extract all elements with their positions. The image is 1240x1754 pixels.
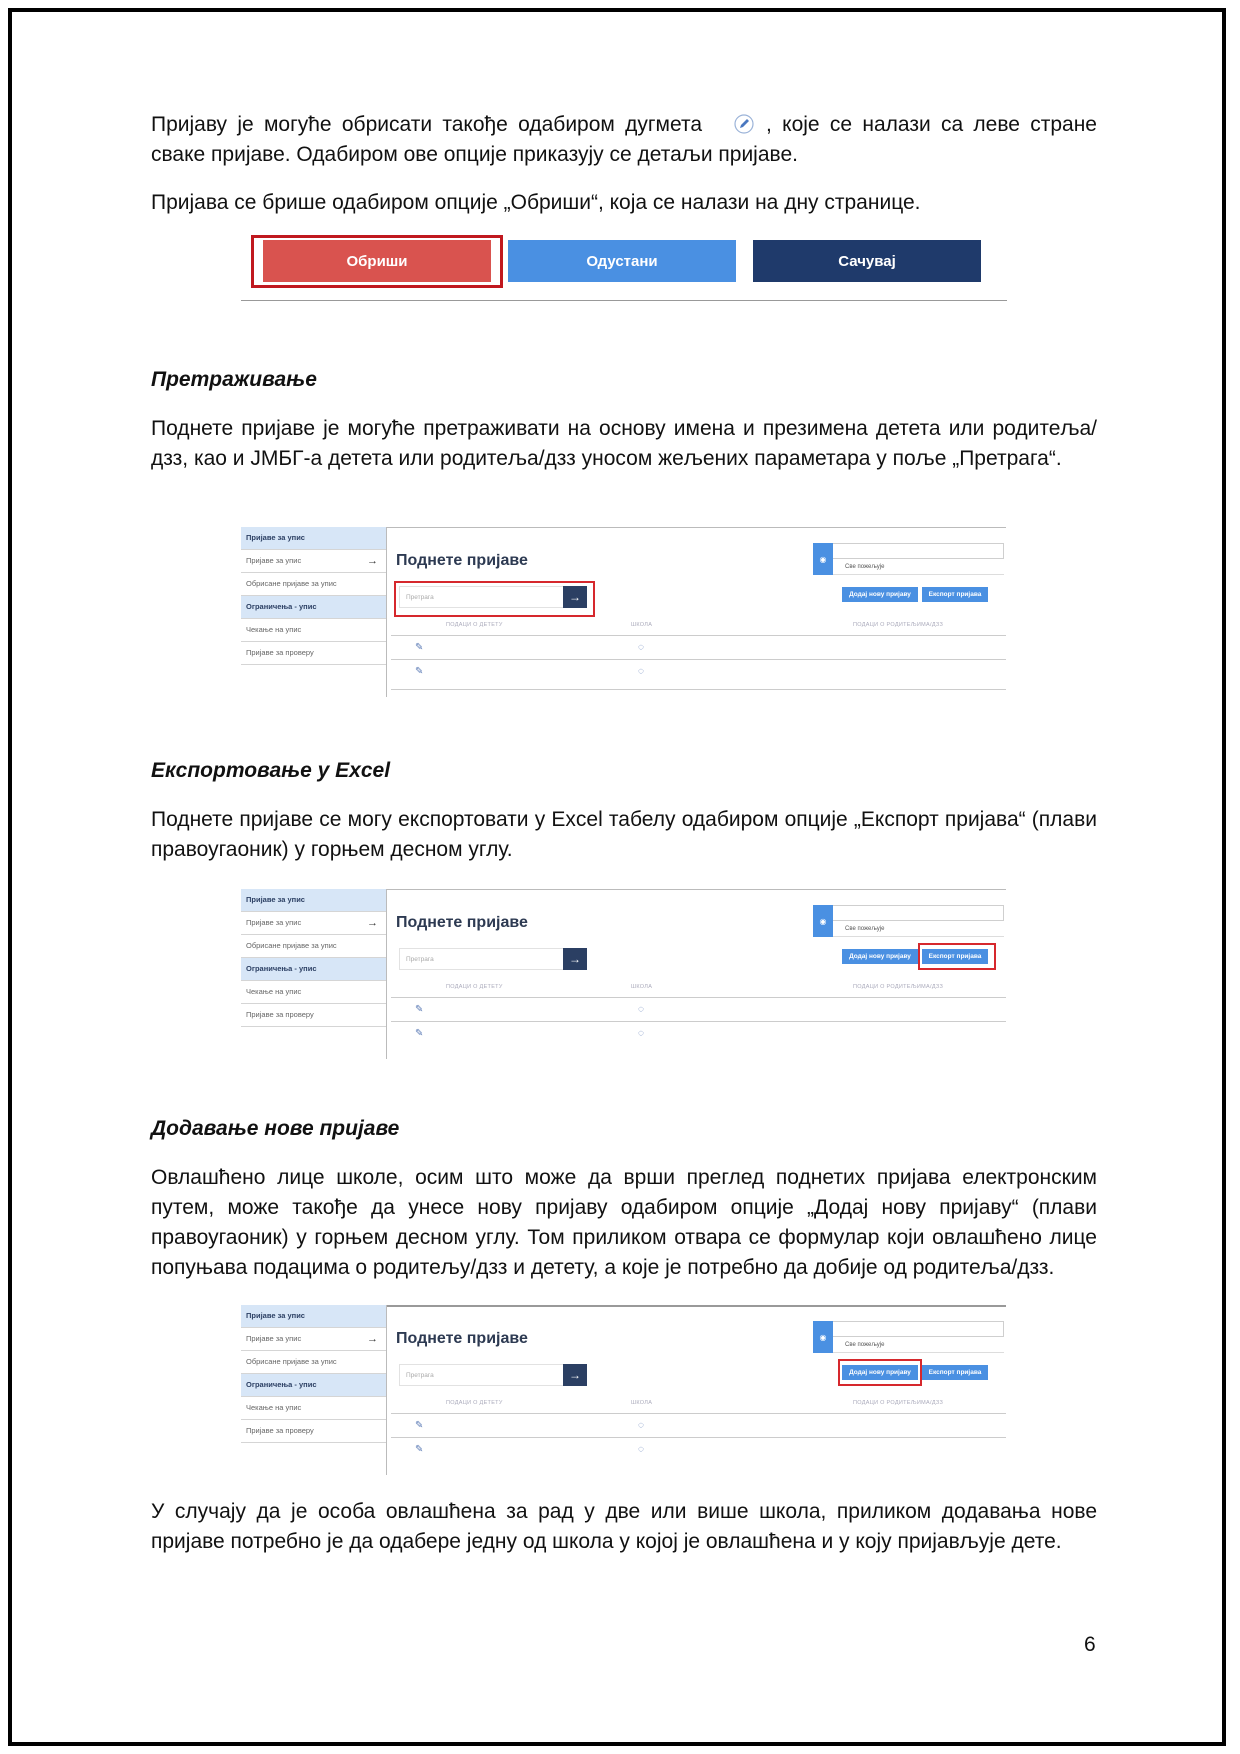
delete-button[interactable]: Обриши: [263, 240, 491, 282]
column-header: ПОДАЦИ О РОДИТЕЉИМА/ДЗЗ: [853, 984, 944, 990]
sidebar-item[interactable]: Чекање на упис: [241, 1397, 386, 1420]
filter-select[interactable]: Све пожељује: [833, 921, 1004, 937]
page-title: Поднете пријаве: [396, 552, 528, 569]
sidebar-item[interactable]: Пријаве за упис →: [241, 1328, 386, 1351]
sidebar-item[interactable]: Пријаве за проверу: [241, 1420, 386, 1443]
page-number: 6: [1084, 1633, 1096, 1656]
intro-text-after: , које се налази са леве стране сваке пријаве. Одабиром ове опције приказују се детаљи пријаве.: [151, 113, 1097, 166]
sidebar: [241, 1305, 387, 1475]
delete-note: Пријава се брише одабиром опције „Обриши“, која се налази на дну странице.: [151, 191, 921, 214]
filter-icon[interactable]: ◉: [813, 543, 833, 575]
arrow-right-icon: →: [569, 1368, 581, 1382]
sidebar-item[interactable]: Чекање на упис: [241, 619, 386, 642]
column-header: ШКОЛА: [631, 984, 653, 990]
add-screenshot: [241, 1305, 1006, 1475]
add-application-button[interactable]: Додај нову пријаву: [842, 949, 918, 964]
sidebar: [241, 889, 387, 1059]
filter-select[interactable]: Све пожељује: [833, 559, 1004, 575]
add-application-button[interactable]: Додај нову пријаву: [842, 1365, 918, 1380]
sidebar-item[interactable]: Пријаве за проверу: [241, 1004, 386, 1027]
search-input[interactable]: Претрага: [399, 586, 569, 608]
add-heading: Додавање нове пријаве: [151, 1117, 400, 1140]
column-header: ПОДАЦИ О РОДИТЕЉИМА/ДЗЗ: [853, 622, 944, 628]
export-screenshot: [241, 889, 1006, 1059]
column-header: ШКОЛА: [631, 1400, 653, 1406]
intro-text-before: Пријаву је могуће обрисати такође одабиром дугмета: [151, 113, 703, 136]
sidebar-item[interactable]: Пријаве за упис: [241, 1305, 386, 1328]
edit-pencil-icon[interactable]: ✎: [415, 1004, 424, 1015]
filter-icon[interactable]: ◉: [813, 1321, 833, 1353]
cancel-button[interactable]: Одустани: [508, 240, 736, 282]
export-highlight: [918, 943, 996, 970]
sidebar-item[interactable]: Пријаве за проверу: [241, 642, 386, 665]
arrow-right-icon: →: [569, 590, 581, 604]
sidebar-item[interactable]: Ограничења - упис: [241, 958, 386, 981]
location-icon: ◌: [638, 1028, 644, 1039]
arrow-right-icon: →: [367, 917, 378, 929]
search-input[interactable]: Претрага: [399, 1364, 569, 1386]
page-title: Поднете пријаве: [396, 1330, 528, 1347]
divider: [241, 300, 1007, 301]
sidebar-item[interactable]: Пријаве за упис →: [241, 550, 386, 573]
add-application-button[interactable]: Додај нову пријаву: [842, 587, 918, 602]
column-header: ПОДАЦИ О ДЕТЕТУ: [446, 1400, 503, 1406]
column-header: ПОДАЦИ О ДЕТЕТУ: [446, 622, 503, 628]
location-icon: ◌: [638, 1420, 644, 1431]
action-buttons-screenshot: [241, 234, 1007, 302]
search-input[interactable]: Претрага: [399, 948, 569, 970]
search-highlight: [394, 581, 595, 617]
sidebar: [241, 527, 387, 697]
column-header: ПОДАЦИ О ДЕТЕТУ: [446, 984, 503, 990]
delete-highlight: [251, 235, 503, 288]
sidebar-item[interactable]: Обрисане пријаве за упис: [241, 1351, 386, 1374]
filter-select[interactable]: Све пожељује: [833, 1337, 1004, 1353]
edit-pencil-icon: [732, 114, 758, 136]
search-screenshot: [241, 527, 1006, 697]
page-title: Поднете пријаве: [396, 914, 528, 931]
edit-pencil-icon[interactable]: ✎: [415, 642, 424, 653]
intro-paragraph: [151, 110, 1097, 170]
search-body: Поднете пријаве је могуће претраживати на основу имена и презимена детета или родитеља/дзз, као и ЈМБГ-а детета или родитеља/дзз уносом жељених параметара у поље „Претрага“.: [151, 417, 1097, 470]
filter-icon[interactable]: ◉: [813, 905, 833, 937]
search-submit-button[interactable]: [563, 948, 587, 970]
column-header: ШКОЛА: [631, 622, 653, 628]
export-heading: Експортовање у Excel: [151, 759, 391, 782]
sidebar-item[interactable]: Пријаве за упис: [241, 889, 386, 912]
edit-pencil-icon[interactable]: ✎: [415, 1444, 424, 1455]
sidebar-item[interactable]: Обрисане пријаве за упис: [241, 573, 386, 596]
sidebar-item[interactable]: Пријаве за упис →: [241, 912, 386, 935]
location-icon: ◌: [638, 1444, 644, 1455]
edit-pencil-icon[interactable]: ✎: [415, 1028, 424, 1039]
search-submit-button[interactable]: [563, 1364, 587, 1386]
export-button[interactable]: Експорт пријава: [922, 1365, 988, 1380]
column-header: ПОДАЦИ О РОДИТЕЉИМА/ДЗЗ: [853, 1400, 944, 1406]
arrow-right-icon: →: [367, 1333, 378, 1345]
location-icon: ◌: [638, 642, 644, 653]
edit-pencil-icon[interactable]: ✎: [415, 666, 424, 677]
arrow-right-icon: →: [569, 952, 581, 966]
export-body: Поднете пријаве се могу експортовати у Excel табелу одабиром опције „Експорт пријава“ (плави правоугаоник) у горњем десном углу.: [151, 808, 1097, 861]
sidebar-item[interactable]: Ограничења - упис: [241, 1374, 386, 1397]
closing-paragraph: У случају да је особа овлашћена за рад у две или више школа, приликом додавања нове пријаве потребно је да одабере једну од школа у којој је овлашћена и у коју пријављује дете.: [151, 1500, 1097, 1553]
save-button[interactable]: Сачувај: [753, 240, 981, 282]
export-button[interactable]: Експорт пријава: [922, 949, 988, 964]
add-highlight: [838, 1359, 922, 1386]
sidebar-item[interactable]: Обрисане пријаве за упис: [241, 935, 386, 958]
sidebar-item[interactable]: Ограничења - упис: [241, 596, 386, 619]
export-button[interactable]: Експорт пријава: [922, 587, 988, 602]
edit-pencil-icon[interactable]: ✎: [415, 1420, 424, 1431]
sidebar-item[interactable]: Пријаве за упис: [241, 527, 386, 550]
add-body: Овлашћено лице школе, осим што може да врши преглед поднетих пријава електронским путем, може такође да унесе нову пријаву одабиром опције „Додај нову пријаву“ (плави правоугаоник) у горњем десном углу. Том приликом отвара се формулар који овлашћено лице попуњава подацима о родитељу/дзз и детету, а које је потребно да добије од родитеља/дзз.: [151, 1166, 1097, 1279]
search-heading: Претраживање: [151, 368, 317, 391]
location-icon: ◌: [638, 1004, 644, 1015]
sidebar-item[interactable]: Чекање на упис: [241, 981, 386, 1004]
arrow-right-icon: →: [367, 555, 378, 567]
location-icon: ◌: [638, 666, 644, 677]
